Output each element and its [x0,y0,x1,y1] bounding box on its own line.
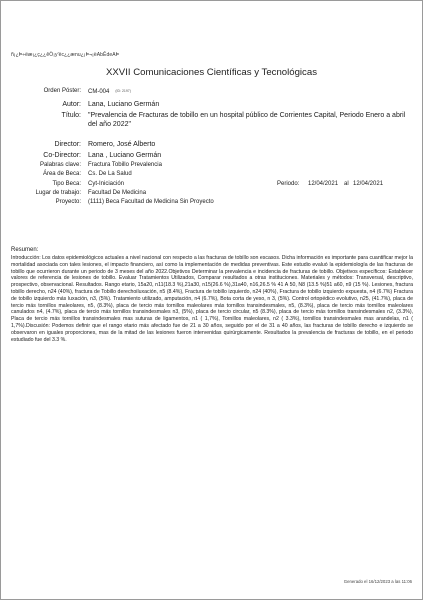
summary-text: Introducción: Los datos epidemiológicos actuales a nivel nacional con respecto a las fracturas de tobillo son escasos. Dicha información es importante para cuantificar mejor la mortalidad asociada con tales lesiones, el impacto financiero, así como la implementación de medidas preventivas. Este estudio evaluó la epidemiología de las fracturas de tobillo que ocurrieron durante un periodo de 3 meses del año 2022.Objetivos Determinar la prevalencia e incidencia de fracturas de tobillo. Objetivos específicos: Establecer valores de referencia de lesiones de tobillo. Evaluar Tratamientos Utilizados, Comparar resultados a otras instituciones. Materiales y métodos: Transversal, descriptivo, prospectivo, observacional. Resultados. Rango etario, 15a20, n11(18.3 %),21a30, n15(26.6 %),31a40, n16,26.5 % 41 A 50, N8 (13.5 %)51 a60, n9 (15 %). Lesiones, fractura tobillo derecho, n24 (40%), fractura de Tobillo derechoiluxación, n5 (8.4%), Fractura de tobillo izquierdo, n24 (40%), Fractura de tobillo izquierdo expuesta, n4 (6.7%) Fractura de tobillo izquierdo más luxación, n3, (5%). Tratamiento utilizado, amputación, n4 (6.7%), Bota corta de yeso, n 3, (5%). Control ortopédico evolutivo, n25, (41.7%), placa de tercio más tornillos maleolares, n5, (8.3%), placa de tercio más tornillos maleolares más tornillos transindesmales, n5, (8.3%), placa de tercio más tornillos maleolares canulados n4, (4.7%), placa de tercio más tornillos transindesmales n3, (5%), placa de tercio circular, n5 (8.3%), placa de tercio más tornillos transindesmales n2, (3.3%), Placa de tercio más tornillos transindesmales mas suturas de ligamentos, n1 ( 1,7%), Tornillos maleolares, n2 ( 3.3%), tornillos transindesmales mas arandelas, n1 ( 1,7%).Discusión: Podemos definir que el rango etario más afectado fue de 21 a 30 años, seguido por el de 31 a 40 años, las fracturas de tobillo derecho e izquierdo se observaron en iguales proporciones, mas de la mitad de las lesiones fueron intervenidas quirúrgicamente. Resultados la prevalencia de fracturas de tobillo, en el periodo estudiado fue del 3.3 %. [11,255,413,343]
palabras-clave-label: Palabras clave: [39,162,81,168]
autor-value: Lana, Luciano Germán [88,101,160,108]
periodo-sep: al [344,181,349,187]
orden-poster-label: Orden Póster: [43,88,81,94]
co-director-value: Lana , Luciano Germán [88,152,162,159]
orden-poster-code: CM-004 [88,89,110,95]
co-director-label: Co-Director: [43,152,81,159]
proyecto-label: Proyecto: [55,199,81,205]
periodo-label: Periodo: [277,181,300,187]
footer-generated: Generado el 16/12/2023 a las 11:06 [343,579,412,584]
proyecto-value: (1111) Beca Facultad de Medicina Sin Proyecto [88,199,214,205]
director-label: Director: [54,141,81,148]
tipo-beca-label: Tipo Beca: [52,181,81,187]
periodo-to: 12/04/2021 [353,181,384,187]
summary-label: Resumen: [11,247,39,253]
area-beca-value: Cs. De La Salud [88,171,132,177]
tipo-beca-value: Cyt-Iniciación [88,181,125,187]
area-beca-label: Área de Beca: [42,171,81,177]
palabras-clave-value: Fractura Tobillo Prevalencia [88,162,162,168]
titulo-value: "Prevalencia de Fracturas de tobillo en un hospital público de Corrientes Capital, Periodo Enero a abril del año 2022" [88,112,406,128]
page-title: XXVII Comunicaciones Científicas y Tecnológicas [106,67,317,78]
lugar-trabajo-value: Facultad De Medicina [88,190,147,196]
director-value: Romero, José Alberto [88,141,156,148]
poster-id: (ID: 2197) [115,89,131,93]
titulo-label: Título: [61,112,81,119]
periodo-from: 12/04/2021 [308,181,339,187]
orden-poster-value [88,88,131,97]
header-text: ñ¡¿Þ÷ëæ¡¿ç¿¿êÖ¡y'ëc¿¿ænu¿¡Þ¬¡ëAbÊdeAÞ [11,52,120,58]
autor-label: Autor: [62,101,81,108]
lugar-trabajo-label: Lugar de trabajo: [35,190,81,196]
